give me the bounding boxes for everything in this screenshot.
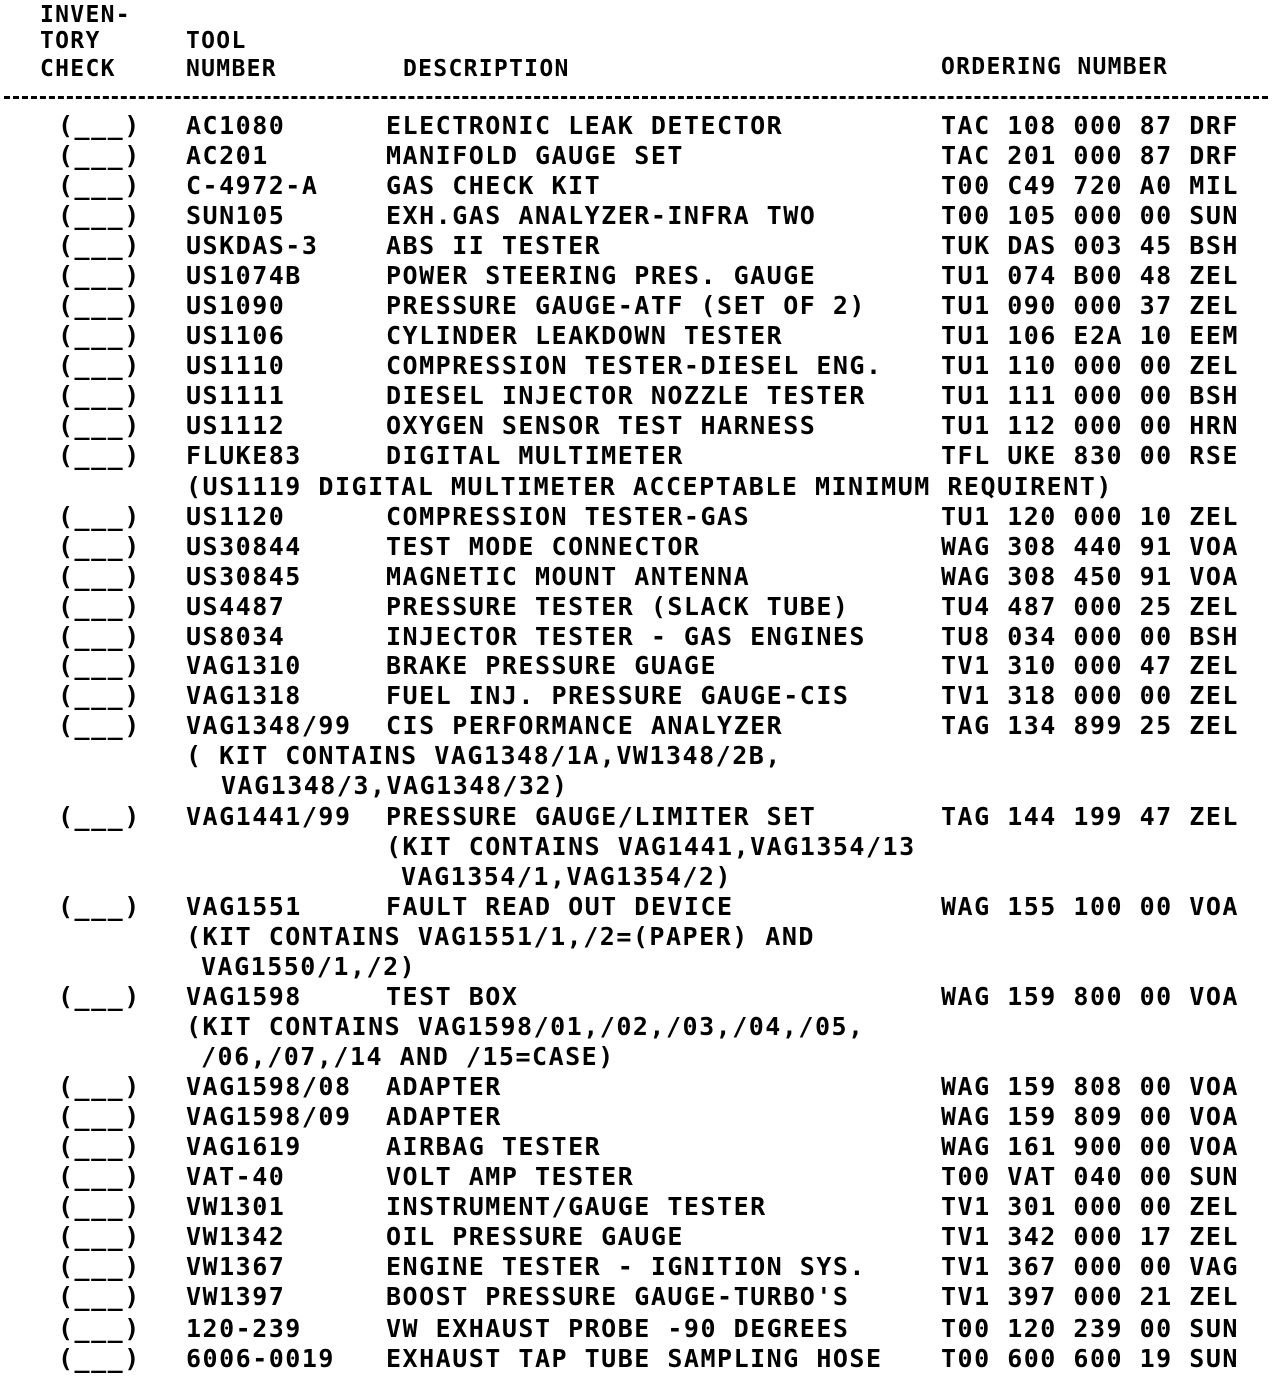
ordering-number: WAG 161 900 00 VOA	[941, 1132, 1239, 1161]
ordering-number: T00 600 600 19 SUN	[941, 1344, 1239, 1373]
inventory-checkbox[interactable]: (___)	[58, 291, 141, 320]
tool-number: VAG1598/08	[186, 1072, 352, 1101]
tool-description: DIESEL INJECTOR NOZZLE TESTER	[386, 381, 866, 410]
tool-description: OXYGEN SENSOR TEST HARNESS	[386, 411, 817, 440]
tool-number: US30845	[186, 562, 302, 591]
tool-number: VW1301	[186, 1192, 286, 1221]
tool-number: VAG1310	[186, 651, 302, 680]
ordering-number: TV1 301 000 00 ZEL	[941, 1192, 1239, 1221]
note-vag1598-line2: /06,/07,/14 AND /15=CASE)	[201, 1042, 615, 1071]
tool-number: 6006-0019	[186, 1344, 335, 1373]
tool-number: FLUKE83	[186, 441, 302, 470]
header-tool-line1: TOOL	[186, 28, 247, 54]
ordering-number: TAC 201 000 87 DRF	[941, 141, 1239, 170]
ordering-number: TU1 120 000 10 ZEL	[941, 502, 1239, 531]
tool-number: US1106	[186, 321, 286, 350]
ordering-number: T00 105 000 00 SUN	[941, 201, 1239, 230]
tool-number: VAT-40	[186, 1162, 286, 1191]
tool-description: FUEL INJ. PRESSURE GAUGE-CIS	[386, 681, 850, 710]
inventory-checkbox[interactable]: (___)	[58, 1102, 141, 1131]
ordering-number: WAG 308 440 91 VOA	[941, 532, 1239, 561]
tool-number: VW1397	[186, 1282, 286, 1311]
tool-description: MAGNETIC MOUNT ANTENNA	[386, 562, 751, 591]
tool-description: ADAPTER	[386, 1072, 502, 1101]
tool-description: FAULT READ OUT DEVICE	[386, 892, 734, 921]
note-vag1441-line2: VAG1354/1,VAG1354/2)	[401, 862, 733, 891]
tool-description: PRESSURE GAUGE-ATF (SET OF 2)	[386, 291, 866, 320]
inventory-checkbox[interactable]: (___)	[58, 351, 141, 380]
ordering-number: TU1 112 000 00 HRN	[941, 411, 1239, 440]
table-row	[0, 1222, 1280, 1252]
ordering-number: TU1 090 000 37 ZEL	[941, 291, 1239, 320]
inventory-checkbox[interactable]: (___)	[58, 1222, 141, 1251]
table-row	[0, 1314, 1280, 1344]
tool-description: INJECTOR TESTER - GAS ENGINES	[386, 622, 866, 651]
tool-description: ENGINE TESTER - IGNITION SYS.	[386, 1252, 866, 1281]
tool-description: TEST BOX	[386, 982, 519, 1011]
table-row	[0, 141, 1280, 171]
inventory-checkbox[interactable]: (___)	[58, 171, 141, 200]
ordering-number: WAG 159 808 00 VOA	[941, 1072, 1239, 1101]
table-row	[0, 892, 1280, 922]
note-vag1441-line1: (KIT CONTAINS VAG1441,VAG1354/13	[386, 832, 916, 861]
inventory-checkbox[interactable]: (___)	[58, 681, 141, 710]
inventory-checkbox[interactable]: (___)	[58, 1314, 141, 1343]
ordering-number: TV1 397 000 21 ZEL	[941, 1282, 1239, 1311]
ordering-number: TAG 144 199 47 ZEL	[941, 802, 1239, 831]
ordering-number: TUK DAS 003 45 BSH	[941, 231, 1239, 260]
tool-number: VAG1598	[186, 982, 302, 1011]
inventory-checkbox[interactable]: (___)	[58, 622, 141, 651]
tool-number: VW1367	[186, 1252, 286, 1281]
tool-number: VW1342	[186, 1222, 286, 1251]
inventory-checkbox[interactable]: (___)	[58, 381, 141, 410]
tool-description: GAS CHECK KIT	[386, 171, 602, 200]
tool-number: VAG1598/09	[186, 1102, 352, 1131]
table-row	[0, 982, 1280, 1012]
tool-description: TEST MODE CONNECTOR	[386, 532, 701, 561]
inventory-checkbox[interactable]: (___)	[58, 441, 141, 470]
inventory-checkbox[interactable]: (___)	[58, 201, 141, 230]
ordering-number: TU1 106 E2A 10 EEM	[941, 321, 1239, 350]
tool-number: US1112	[186, 411, 286, 440]
ordering-number: WAG 308 450 91 VOA	[941, 562, 1239, 591]
header-inventory-line2: TORY	[40, 28, 101, 54]
table-row	[0, 1192, 1280, 1222]
inventory-checkbox[interactable]: (___)	[58, 651, 141, 680]
tool-description: INSTRUMENT/GAUGE TESTER	[386, 1192, 767, 1221]
tool-description: VOLT AMP TESTER	[386, 1162, 635, 1191]
table-row	[0, 532, 1280, 562]
note-vag1348-line2: VAG1348/3,VAG1348/32)	[221, 771, 569, 800]
table-row	[0, 1102, 1280, 1132]
note-vag1551-line2: VAG1550/1,/2)	[201, 952, 417, 981]
tool-description: CIS PERFORMANCE ANALYZER	[386, 711, 784, 740]
tool-number: US30844	[186, 532, 302, 561]
table-row	[0, 802, 1280, 832]
tool-number: VAG1441/99	[186, 802, 352, 831]
note-vag1551-line1: (KIT CONTAINS VAG1551/1,/2=(PAPER) AND	[186, 922, 815, 951]
ordering-number: WAG 155 100 00 VOA	[941, 892, 1239, 921]
note-vag1348-line1: ( KIT CONTAINS VAG1348/1A,VW1348/2B,	[186, 741, 782, 770]
tool-number: VAG1318	[186, 681, 302, 710]
tool-description: EXH.GAS ANALYZER-INFRA TWO	[386, 201, 817, 230]
header-tool-line2: NUMBER	[186, 56, 277, 82]
ordering-number: TFL UKE 830 00 RSE	[941, 441, 1239, 470]
table-row	[0, 261, 1280, 291]
table-row	[0, 592, 1280, 622]
tool-number: USKDAS-3	[186, 231, 319, 260]
inventory-checkbox[interactable]: (___)	[58, 532, 141, 561]
note-vag1598-line1: (KIT CONTAINS VAG1598/01,/02,/03,/04,/05,	[186, 1012, 865, 1041]
inventory-checkbox[interactable]: (___)	[58, 982, 141, 1011]
tool-description: DIGITAL MULTIMETER	[386, 441, 684, 470]
table-row	[0, 622, 1280, 652]
ordering-number: WAG 159 800 00 VOA	[941, 982, 1239, 1011]
tool-number: US1111	[186, 381, 286, 410]
tool-description: EXHAUST TAP TUBE SAMPLING HOSE	[386, 1344, 883, 1373]
table-row	[0, 681, 1280, 711]
tool-number: US1090	[186, 291, 286, 320]
note-us1119: (US1119 DIGITAL MULTIMETER ACCEPTABLE MINIMUM REQUIRENT)	[186, 472, 1113, 501]
inventory-checkbox[interactable]: (___)	[58, 562, 141, 591]
tool-description: ABS II TESTER	[386, 231, 602, 260]
tool-description: COMPRESSION TESTER-DIESEL ENG.	[386, 351, 883, 380]
tool-number: VAG1551	[186, 892, 302, 921]
ordering-number: WAG 159 809 00 VOA	[941, 1102, 1239, 1131]
inventory-checkbox[interactable]: (___)	[58, 502, 141, 531]
table-row	[0, 1072, 1280, 1102]
ordering-number: TAC 108 000 87 DRF	[941, 111, 1239, 140]
tool-description: ADAPTER	[386, 1102, 502, 1131]
tool-description: VW EXHAUST PROBE -90 DEGREES	[386, 1314, 850, 1343]
table-row	[0, 651, 1280, 681]
inventory-checkbox[interactable]: (___)	[58, 592, 141, 621]
tool-number: SUN105	[186, 201, 286, 230]
header-divider	[4, 96, 1268, 99]
ordering-number: TV1 342 000 17 ZEL	[941, 1222, 1239, 1251]
table-row	[0, 1132, 1280, 1162]
ordering-number: TU1 074 B00 48 ZEL	[941, 261, 1239, 290]
inventory-checkbox[interactable]: (___)	[58, 892, 141, 921]
table-row	[0, 411, 1280, 441]
table-row	[0, 502, 1280, 532]
table-row	[0, 1282, 1280, 1312]
inventory-checkbox[interactable]: (___)	[58, 1192, 141, 1221]
ordering-number: TU8 034 000 00 BSH	[941, 622, 1239, 651]
ordering-number: TV1 318 000 00 ZEL	[941, 681, 1239, 710]
tool-description: BOOST PRESSURE GAUGE-TURBO'S	[386, 1282, 850, 1311]
tool-number: US1074B	[186, 261, 302, 290]
table-row	[0, 111, 1280, 141]
table-row	[0, 171, 1280, 201]
tool-description: CYLINDER LEAKDOWN TESTER	[386, 321, 784, 350]
tool-number: US1120	[186, 502, 286, 531]
inventory-checkbox[interactable]: (___)	[58, 261, 141, 290]
ordering-number: T00 120 239 00 SUN	[941, 1314, 1239, 1343]
inventory-checkbox[interactable]: (___)	[58, 1072, 141, 1101]
ordering-number: TAG 134 899 25 ZEL	[941, 711, 1239, 740]
tool-number: C-4972-A	[186, 171, 319, 200]
inventory-checkbox[interactable]: (___)	[58, 111, 141, 140]
inventory-checkbox[interactable]: (___)	[58, 1282, 141, 1311]
table-row	[0, 1162, 1280, 1192]
tool-number: VAG1619	[186, 1132, 302, 1161]
tool-description: OIL PRESSURE GAUGE	[386, 1222, 684, 1251]
inventory-checkbox[interactable]: (___)	[58, 1132, 141, 1161]
inventory-checkbox[interactable]: (___)	[58, 1162, 141, 1191]
tool-number: VAG1348/99	[186, 711, 352, 740]
table-row	[0, 711, 1280, 741]
inventory-checkbox[interactable]: (___)	[58, 1252, 141, 1281]
ordering-number: TV1 367 000 00 VAG	[941, 1252, 1239, 1281]
table-row	[0, 1344, 1280, 1374]
inventory-checkbox[interactable]: (___)	[58, 141, 141, 170]
tool-description: COMPRESSION TESTER-GAS	[386, 502, 751, 531]
header-description: DESCRIPTION	[403, 56, 570, 82]
tool-number: US1110	[186, 351, 286, 380]
inventory-checkbox[interactable]: (___)	[58, 321, 141, 350]
tool-description: PRESSURE TESTER (SLACK TUBE)	[386, 592, 850, 621]
ordering-number: T00 C49 720 A0 MIL	[941, 171, 1239, 200]
tool-description: BRAKE PRESSURE GUAGE	[386, 651, 718, 680]
ordering-number: T00 VAT 040 00 SUN	[941, 1162, 1239, 1191]
inventory-checkbox[interactable]: (___)	[58, 231, 141, 260]
table-row	[0, 201, 1280, 231]
table-row	[0, 231, 1280, 261]
inventory-checkbox[interactable]: (___)	[58, 411, 141, 440]
tool-description: MANIFOLD GAUGE SET	[386, 141, 684, 170]
tool-description: POWER STEERING PRES. GAUGE	[386, 261, 817, 290]
ordering-number: TV1 310 000 47 ZEL	[941, 651, 1239, 680]
inventory-checkbox[interactable]: (___)	[58, 1344, 141, 1373]
table-row	[0, 321, 1280, 351]
table-row	[0, 1252, 1280, 1282]
tool-number: US4487	[186, 592, 286, 621]
tool-number: AC1080	[186, 111, 286, 140]
header-inventory-line3: CHECK	[40, 56, 116, 82]
ordering-number: TU1 111 000 00 BSH	[941, 381, 1239, 410]
tool-description: AIRBAG TESTER	[386, 1132, 602, 1161]
header-inventory-line1: INVEN-	[40, 2, 131, 28]
tool-description: PRESSURE GAUGE/LIMITER SET	[386, 802, 817, 831]
table-row	[0, 562, 1280, 592]
tool-number: US8034	[186, 622, 286, 651]
tool-number: 120-239	[186, 1314, 302, 1343]
table-row	[0, 291, 1280, 321]
ordering-number: TU1 110 000 00 ZEL	[941, 351, 1239, 380]
tool-description: ELECTRONIC LEAK DETECTOR	[386, 111, 784, 140]
inventory-checkbox[interactable]: (___)	[58, 711, 141, 740]
ordering-number: TU4 487 000 25 ZEL	[941, 592, 1239, 621]
tool-number: AC201	[186, 141, 269, 170]
table-row	[0, 441, 1280, 471]
header-ordering-number: ORDERING NUMBER	[941, 54, 1169, 80]
inventory-checkbox[interactable]: (___)	[58, 802, 141, 831]
table-row	[0, 351, 1280, 381]
table-row	[0, 381, 1280, 411]
